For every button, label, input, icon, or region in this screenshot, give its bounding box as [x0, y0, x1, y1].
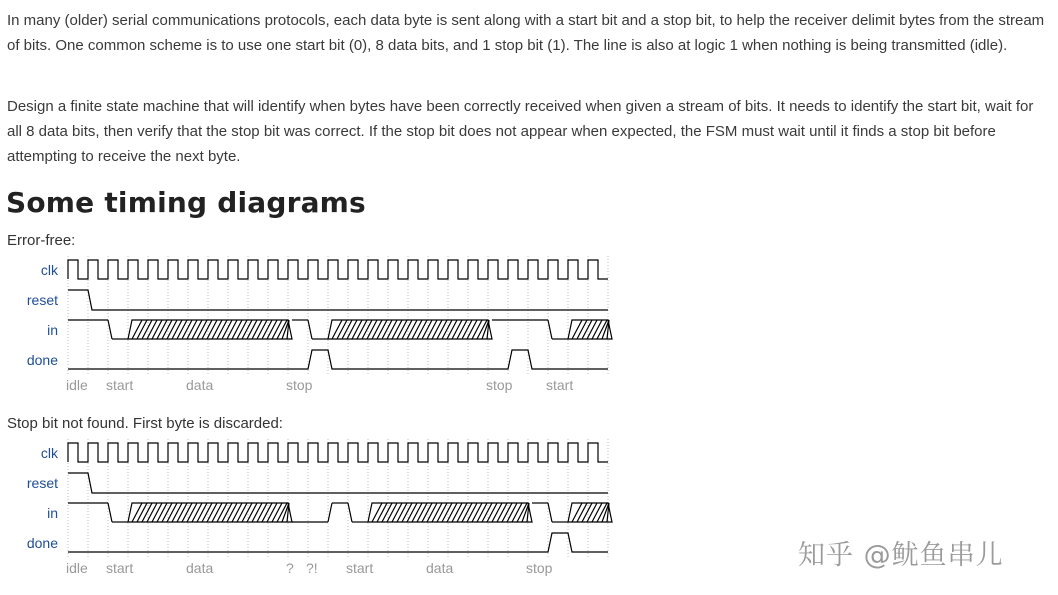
reset-waveform — [68, 290, 608, 310]
phase-label: data — [186, 560, 214, 576]
phase-label: idle — [66, 560, 88, 576]
intro-paragraph-2: Design a finite state machine that will identify when bytes have been correctly received when given a stream of bits. It needs to identify the start bit, wait for all 8 data bits, then verify that the stop bit was correct. If the stop bit does not appear when expected, the FSM must wait until it finds a stop bit before attempting to receive the next byte. — [7, 98, 1034, 165]
phase-label: start — [106, 560, 134, 576]
signal-label-reset: reset — [26, 292, 58, 308]
diagram-caption-stop-bit-not-found: Stop bit not found. First byte is discarded: — [7, 415, 283, 432]
phase-label: ? — [286, 560, 294, 576]
done-waveform — [68, 350, 608, 369]
in-waveform — [68, 320, 612, 339]
phase-label: stop — [486, 377, 513, 393]
diagram-caption-error-free: Error-free: — [7, 232, 76, 249]
signal-label-in: in — [47, 505, 58, 521]
phase-label: stop — [286, 377, 313, 393]
phase-label: stop — [526, 560, 553, 576]
clk-waveform — [68, 443, 608, 462]
phase-label: data — [426, 560, 454, 576]
signal-label-reset: reset — [26, 475, 58, 491]
phase-label: data — [186, 377, 214, 393]
signal-label-done: done — [26, 535, 58, 551]
done-waveform — [68, 533, 608, 552]
phase-label: start — [546, 377, 574, 393]
in-waveform — [68, 503, 612, 522]
intro-paragraph-1: In many (older) serial communications protocols, each data byte is sent along with a start bit and a stop bit, to help the receiver delimit bytes from the stream of bits. One common scheme is to use one start bit (0), 8 data bits, and 1 stop bit (1). The line is also at logic 1 when nothing is being transmitted (idle). — [7, 12, 1045, 54]
signal-label-done: done — [26, 352, 58, 368]
signal-label-in: in — [47, 322, 58, 338]
phase-label: idle — [66, 377, 88, 393]
phase-label: start — [106, 377, 134, 393]
clk-waveform — [68, 260, 608, 279]
timing-diagram-stop-bit-not-found — [0, 433, 620, 583]
phase-label: ?! — [306, 560, 318, 576]
signal-label-clk: clk — [40, 262, 58, 278]
signal-label-clk: clk — [40, 445, 58, 461]
section-heading: Some timing diagrams — [6, 186, 366, 219]
phase-label: start — [346, 560, 374, 576]
timing-diagram-error-free — [0, 250, 620, 400]
reset-waveform — [68, 473, 608, 493]
zhihu-watermark: 知乎 @鱿鱼串儿 — [798, 540, 1004, 571]
